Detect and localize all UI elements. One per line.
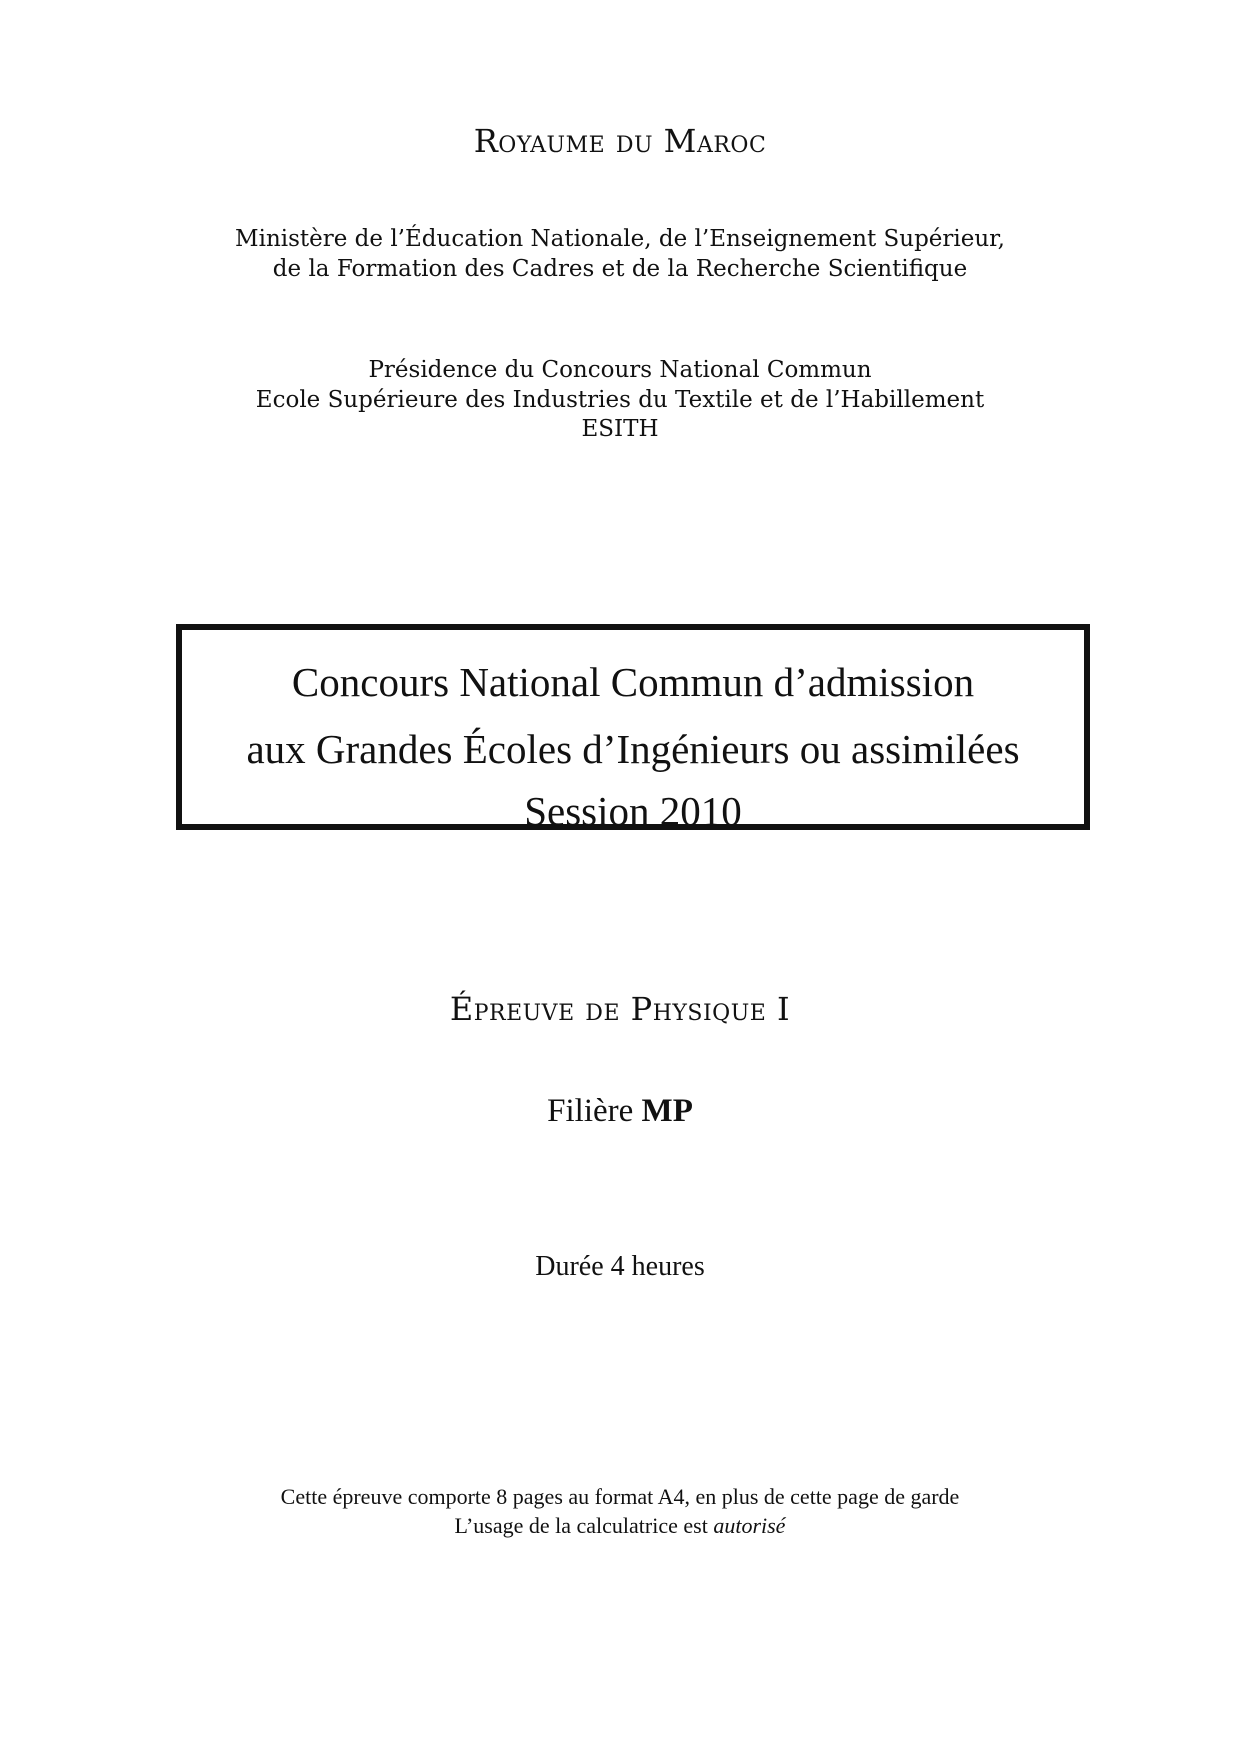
title-line-1: Concours National Commun d’admission — [291, 659, 975, 705]
filiere-label: Filière — [547, 1093, 634, 1129]
page-count-note: Cette épreuve comporte 8 pages au format A4, en plus de cette page de garde — [280, 1484, 960, 1509]
ministry-line-2: de la Formation des Cadres et de la Recherche Scientifique — [272, 256, 968, 282]
filiere-line — [0, 1093, 1240, 1130]
title-line-2: aux Grandes Écoles d’Ingénieurs ou assimilées — [246, 726, 1020, 772]
presidency-line-2: Ecole Supérieure des Industries du Textile et de l’Habillement — [255, 387, 985, 413]
ministry-line-1: Ministère de l’Éducation Nationale, de l’Enseignement Supérieur, — [235, 226, 1005, 252]
exam-title: Épreuve de Physique I — [449, 990, 791, 1028]
presidency-line-1: Présidence du Concours National Commun — [368, 357, 872, 383]
presidency-line-3: ESITH — [581, 416, 659, 442]
session-title: Session 2010 — [524, 788, 742, 834]
calculator-note — [0, 1513, 1240, 1539]
kingdom-heading: Royaume du Maroc — [473, 122, 767, 160]
duration-text: Durée 4 heures — [535, 1251, 705, 1282]
calculator-note-text: L’usage de la calculatrice est — [454, 1513, 708, 1538]
calculator-note-emphasis: autorisé — [713, 1513, 786, 1538]
filiere-value: MP — [641, 1093, 693, 1129]
title-box — [176, 624, 1090, 834]
